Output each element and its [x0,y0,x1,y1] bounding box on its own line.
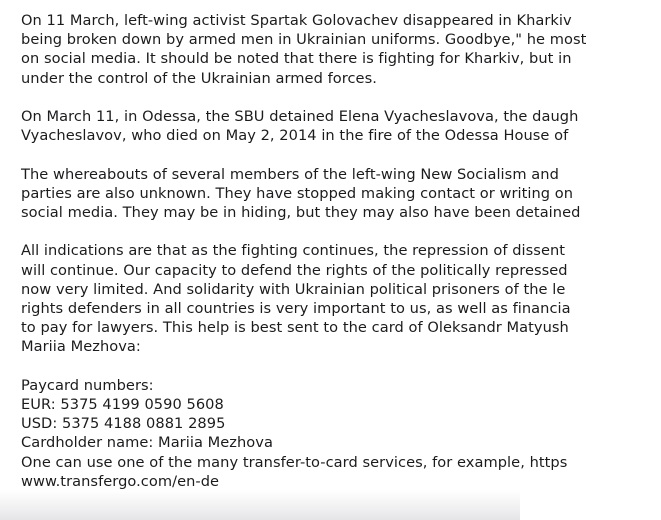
paragraph-line: Vyacheslavov, who died on May 2, 2014 in the fire of the Odessa House of [21,127,569,145]
paragraph-line: now very limited. And solidarity with Ukrainian political prisoners of the le [21,280,566,298]
paragraph-line: All indications are that as the fighting continues, the repression of dissent [21,242,566,260]
paragraph-line: On 11 March, left-wing activist Spartak Golovachev disappeared in Kharkiv [21,12,572,29]
paragraph-kharkiv [21,11,661,88]
paragraph-odessa [21,107,661,145]
transfergo-link[interactable]: www.transfergo.com/en-de [21,472,220,490]
paragraph-line: Mariia Mezhova: [21,338,141,356]
eur-card-number: EUR: 5375 4199 0590 5608 [21,396,224,413]
paragraph-line: under the control of the Ukrainian armed forces. [21,69,377,87]
paragraph-solidarity [21,241,661,356]
paragraph-paycard [21,376,661,491]
paragraph-line: to pay for lawyers. This help is best sent to the card of Oleksandr Matyush [21,319,569,337]
article-body [21,11,661,510]
paycard-heading: Paycard numbers: [21,376,154,394]
cardholder-name: Cardholder name: Mariia Mezhova [21,434,273,452]
paragraph-line: rights defenders in all countries is very important to us, as well as financia [21,300,571,317]
paragraph-line: On March 11, in Odessa, the SBU detained Elena Vyacheslavova, the daugh [21,108,579,125]
paragraph-line: social media. They may be in hiding, but they may also have been detained [21,204,581,221]
paragraph-line: will continue. Our capacity to defend the rights of the politically repressed [21,261,568,279]
paragraph-line: on social media. It should be noted that there is fighting for Kharkiv, but in [21,50,572,68]
transfer-services-note: One can use one of the many transfer-to-card services, for example, https [21,453,568,471]
paragraph-line: being broken down by armed men in Ukrainian uniforms. Goodbye," he most [21,31,587,49]
paragraph-whereabouts [21,165,661,223]
usd-card-number: USD: 5375 4188 0881 2895 [21,415,226,433]
paragraph-line: parties are also unknown. They have stopped making contact or writing on [21,184,574,202]
paragraph-line: The whereabouts of several members of the left-wing New Socialism and [21,165,559,183]
